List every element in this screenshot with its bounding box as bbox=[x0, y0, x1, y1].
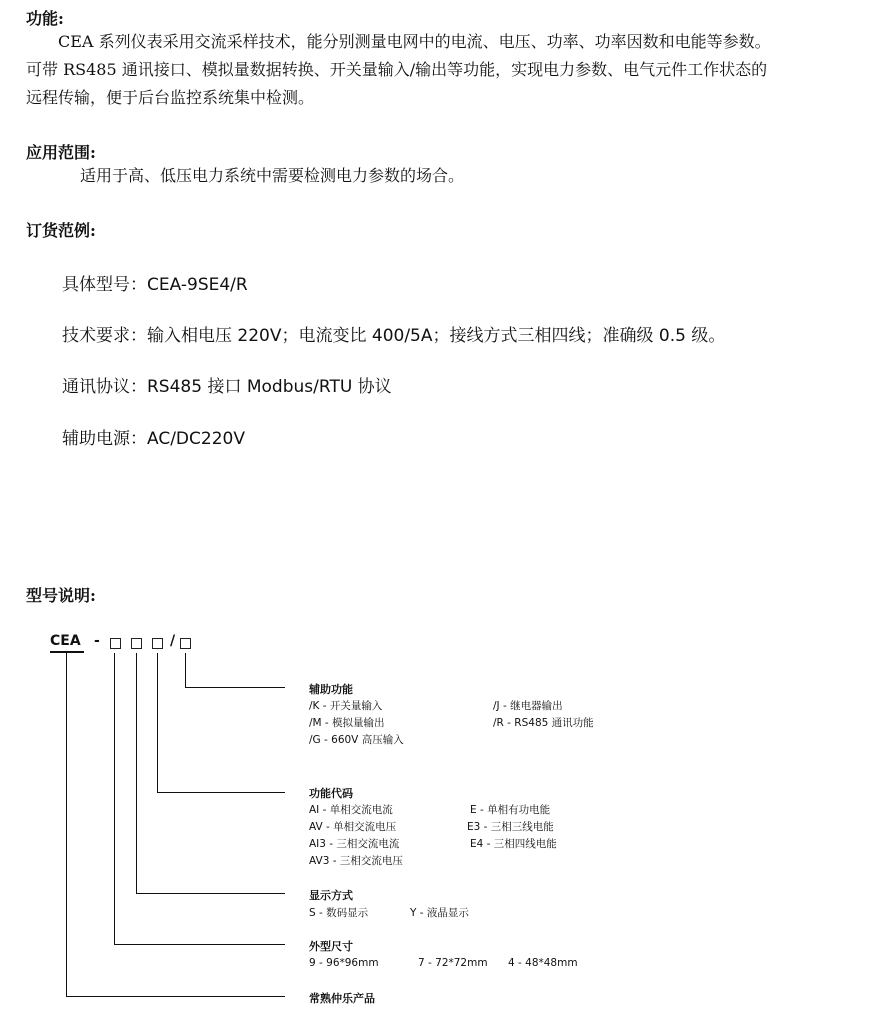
func-item-ai: AI - 单相交流电流 bbox=[309, 804, 393, 816]
function-heading: 功能: bbox=[26, 9, 64, 28]
aux-item-g: /G - 660V 高压输入 bbox=[309, 734, 404, 746]
order-model: 具体型号：CEA-9SE4/R bbox=[62, 275, 248, 295]
size-item-9: 9 - 96*96mm bbox=[309, 957, 379, 969]
model-desc-heading: 型号说明: bbox=[26, 586, 96, 605]
display-box bbox=[131, 638, 142, 649]
display-item-s: S - 数码显示 bbox=[309, 907, 369, 919]
aux-vline bbox=[185, 653, 186, 688]
func-item-av: AV - 单相交流电压 bbox=[309, 821, 397, 833]
order-power: 辅助电源：AC/DC220V bbox=[62, 429, 245, 449]
aux-box bbox=[180, 638, 191, 649]
display-vline bbox=[136, 653, 137, 894]
model-prefix: CEA bbox=[50, 633, 81, 649]
size-box bbox=[110, 638, 121, 649]
func-item-av3: AV3 - 三相交流电压 bbox=[309, 855, 403, 867]
func-box bbox=[152, 638, 163, 649]
size-item-7: 7 - 72*72mm bbox=[418, 957, 488, 969]
function-paragraph bbox=[26, 28, 866, 56]
aux-item-k: /K - 开关量输入 bbox=[309, 700, 383, 712]
func-item-e: E - 单相有功电能 bbox=[470, 804, 551, 816]
aux-item-r: /R - RS485 通讯功能 bbox=[493, 717, 594, 729]
func-item-e3: E3 - 三相三线电能 bbox=[467, 821, 554, 833]
maker-label: 常熟仲乐产品 bbox=[309, 992, 375, 1005]
order-heading: 订货范例: bbox=[26, 221, 96, 240]
scope-heading: 应用范围: bbox=[26, 143, 96, 162]
size-vline bbox=[114, 653, 115, 945]
func-label: 功能代码 bbox=[309, 787, 353, 800]
func-vline bbox=[157, 653, 158, 793]
aux-item-m: /M - 模拟量输出 bbox=[309, 717, 385, 729]
function-line-1: CEA 系列仪表采用交流采样技术，能分别测量电网中的电流、电压、功率、功率因数和电能等参数。 bbox=[58, 32, 771, 51]
scope-text: 适用于高、低压电力系统中需要检测电力参数的场合。 bbox=[80, 166, 465, 185]
model-dash: - bbox=[94, 633, 100, 649]
order-comm: 通讯协议：RS485 接口 Modbus/RTU 协议 bbox=[62, 377, 392, 397]
size-item-4: 4 - 48*48mm bbox=[508, 957, 578, 969]
function-line-2: 可带 RS485 通讯接口、模拟量数据转换、开关量输入/输出等功能，实现电力参数、电气元件工作状态的 bbox=[26, 60, 768, 79]
func-item-ai3: AI3 - 三相交流电流 bbox=[309, 838, 400, 850]
aux-hline bbox=[185, 687, 285, 688]
func-item-e4: E4 - 三相四线电能 bbox=[470, 838, 557, 850]
func-hline bbox=[157, 792, 285, 793]
maker-hline bbox=[66, 996, 285, 997]
prefix-underline bbox=[50, 651, 84, 653]
order-tech: 技术要求：输入相电压 220V；电流变比 400/5A；接线方式三相四线；准确级 0.5 级。 bbox=[62, 326, 726, 346]
aux-label: 辅助功能 bbox=[309, 683, 353, 696]
display-label: 显示方式 bbox=[309, 889, 353, 902]
function-line-3: 远程传输，便于后台监控系统集中检测。 bbox=[26, 88, 315, 107]
size-label: 外型尺寸 bbox=[309, 940, 353, 953]
display-item-y: Y - 液晶显示 bbox=[410, 907, 469, 919]
aux-item-j: /J - 继电器输出 bbox=[493, 700, 563, 712]
size-hline bbox=[114, 944, 285, 945]
model-slash: / bbox=[170, 633, 176, 649]
maker-vline bbox=[66, 653, 67, 997]
display-hline bbox=[136, 893, 285, 894]
